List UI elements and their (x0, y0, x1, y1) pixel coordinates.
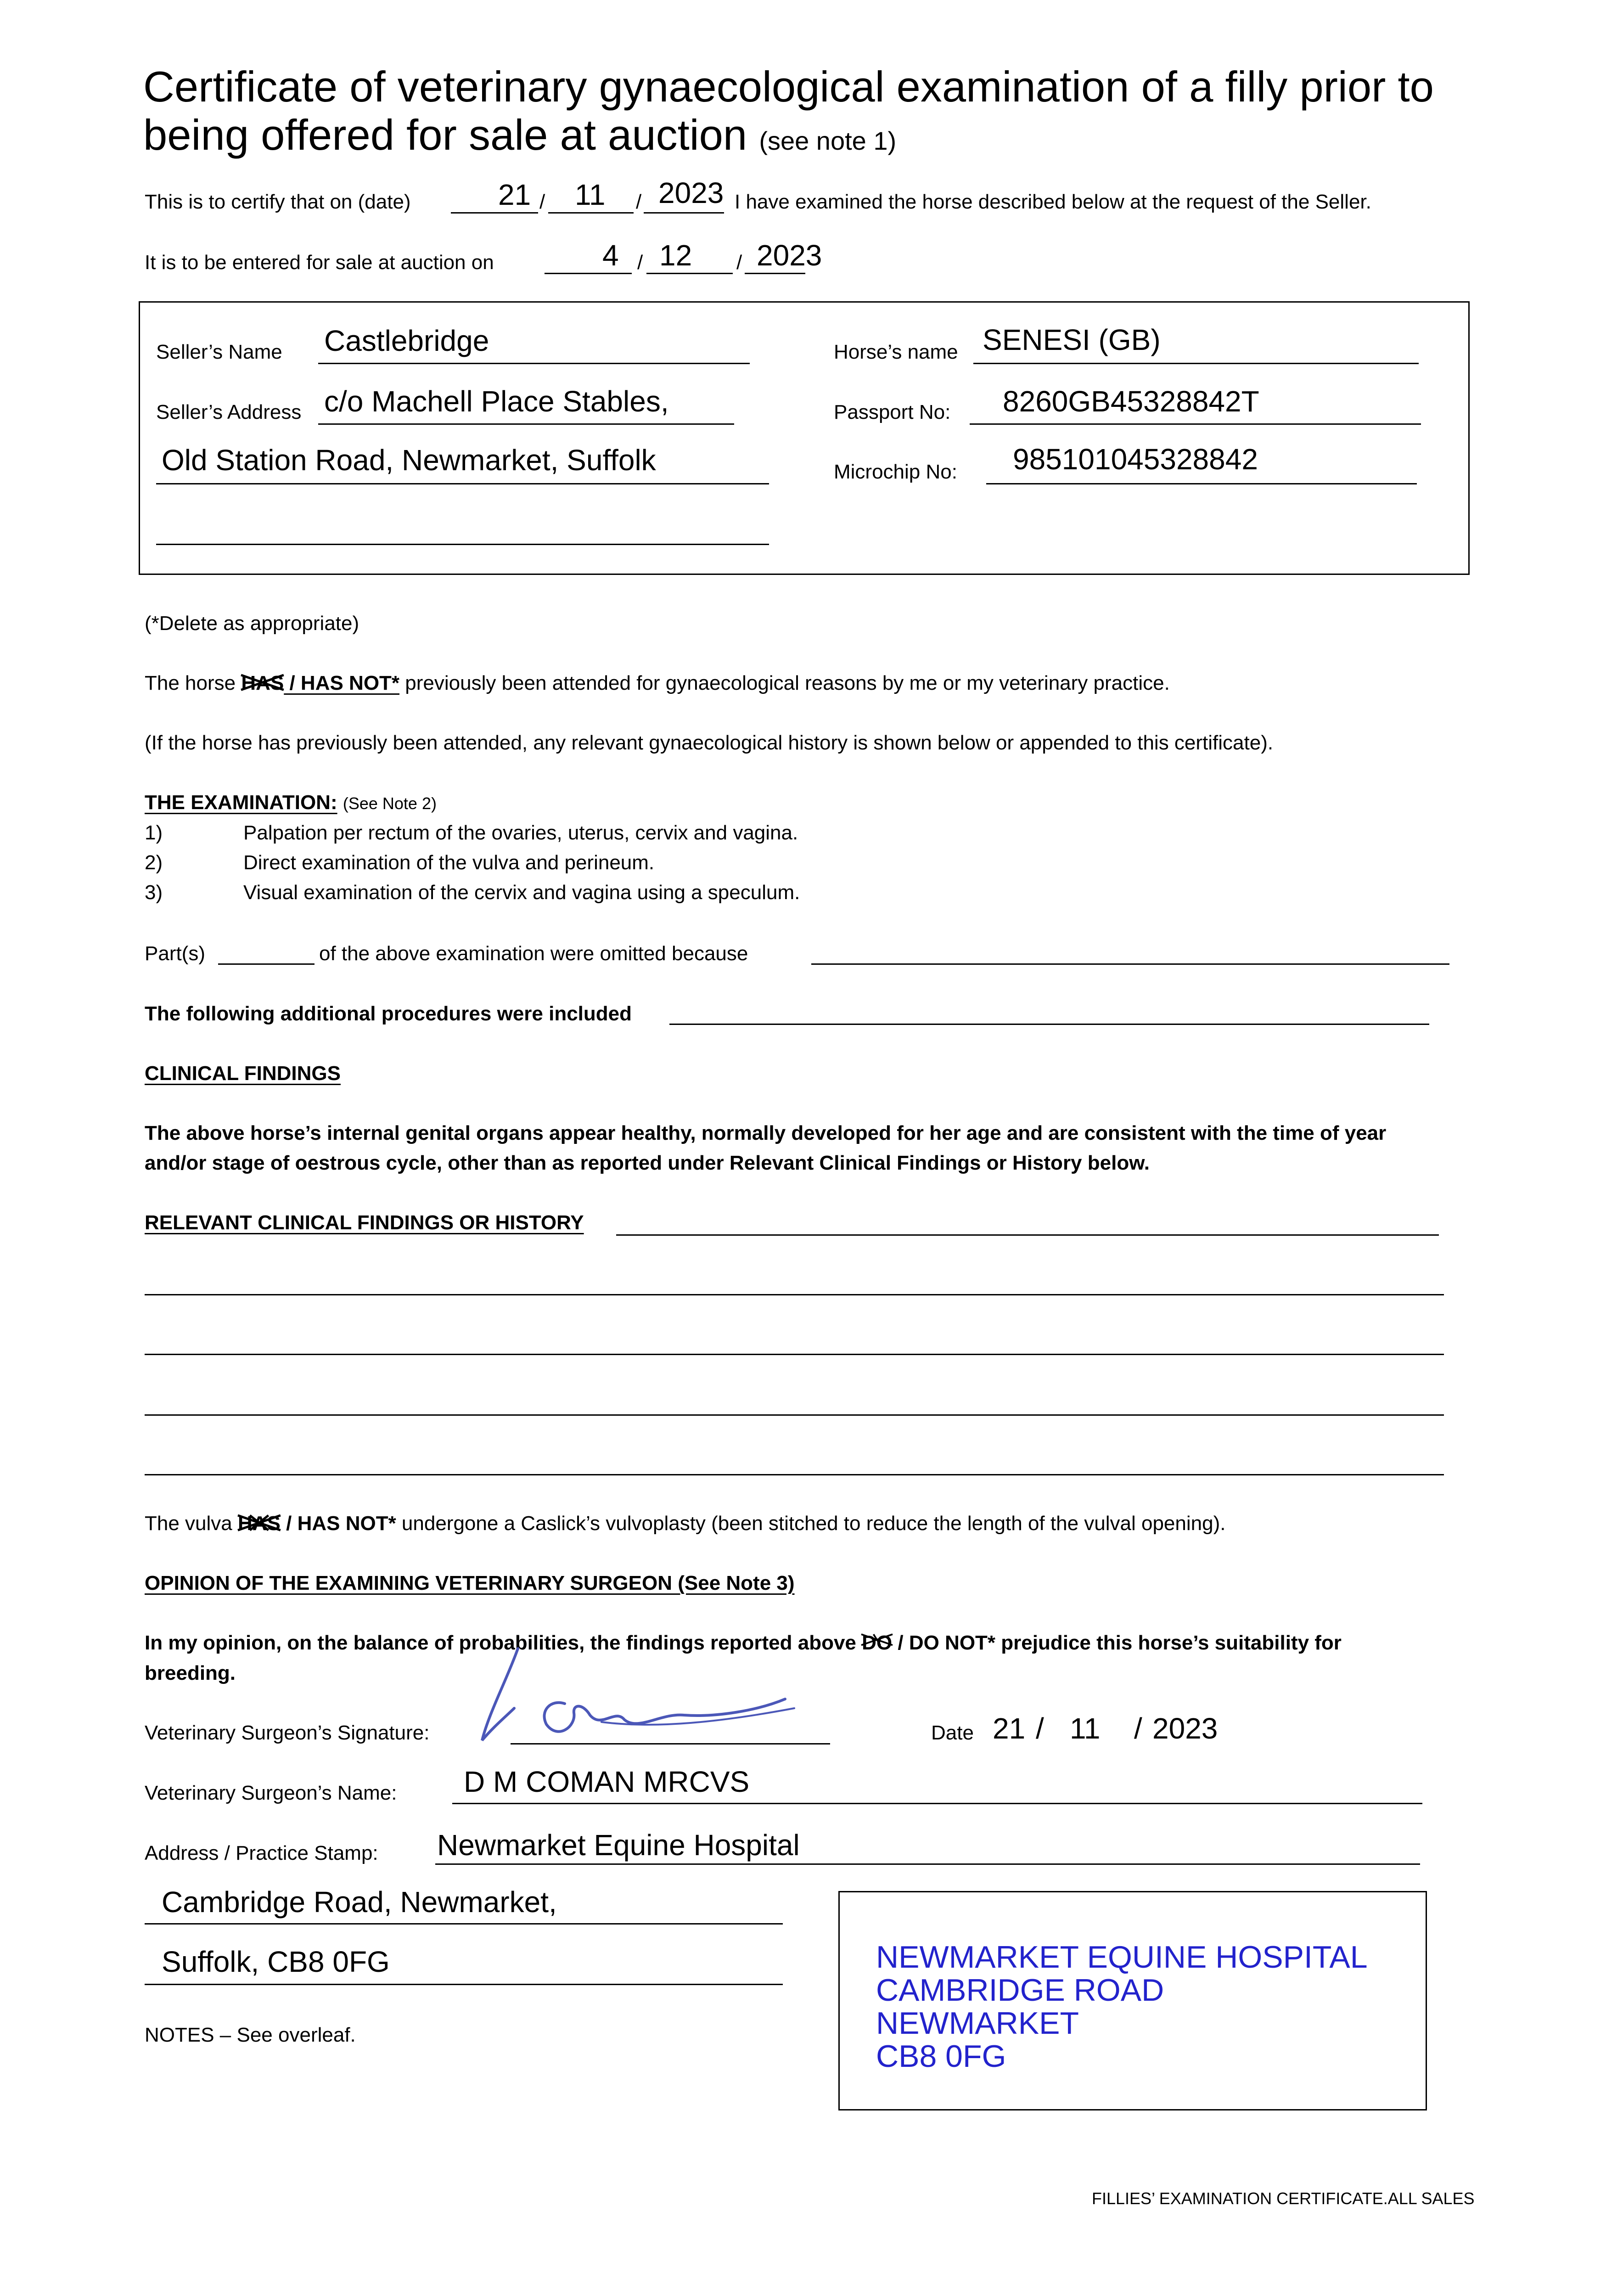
seller-address-label: Seller’s Address (156, 401, 302, 423)
vulva-statement (145, 1514, 1225, 1534)
seller-address-line-1 (318, 423, 734, 425)
address-1: Newmarket Equine Hospital (437, 1829, 800, 1862)
seller-address-2: Old Station Road, Newmarket, Suffolk (162, 444, 656, 477)
certify-year-line (644, 212, 724, 214)
auction-year: 2023 (757, 239, 822, 272)
attended-prefix: The horse (145, 672, 236, 694)
signature-date-slash-2: / (1134, 1712, 1142, 1745)
clinical-heading: CLINICAL FINDINGS (145, 1062, 341, 1085)
relevant-line-4 (145, 1474, 1444, 1475)
examination-heading: THE EXAMINATION: (See Note 2) (145, 791, 437, 814)
auction-slash-2: / (736, 251, 742, 274)
omitted-parts-line (218, 963, 314, 965)
relevant-line-2 (145, 1354, 1444, 1355)
omitted-reason-line (811, 963, 1449, 965)
additional-label: The following additional procedures were included (145, 1002, 632, 1025)
auction-month-line (646, 273, 733, 274)
clinical-statement-1: The above horse’s internal genital organs appear healthy, normally developed for her age and are consistent with the time of year (145, 1122, 1387, 1144)
seller-name-label: Seller’s Name (156, 341, 282, 363)
certify-slash-2: / (636, 191, 642, 213)
horse-name-line (973, 363, 1419, 364)
vulva-prefix: The vulva (145, 1512, 232, 1535)
microchip-label: Microchip No: (834, 461, 957, 483)
signature-label: Veterinary Surgeon’s Signature: (145, 1722, 430, 1744)
certify-day-line (451, 212, 538, 214)
certify-suffix: I have examined the horse described below at the request of the Seller. (735, 191, 1371, 213)
relevant-heading: RELEVANT CLINICAL FINDINGS OR HISTORY (145, 1211, 584, 1234)
signature-date-label: Date (931, 1722, 974, 1744)
opinion-struck-option: DO (862, 1633, 892, 1653)
auction-slash-1: / (637, 251, 643, 274)
relevant-line-1 (145, 1294, 1444, 1295)
footer-text: FILLIES’ EXAMINATION CERTIFICATE.ALL SALES (1092, 2189, 1475, 2208)
signature-date-year: 2023 (1152, 1712, 1218, 1745)
surgeon-name-line (452, 1803, 1422, 1804)
vulva-choice: HAS / HAS NOT* (238, 1512, 396, 1535)
certify-prefix: This is to certify that on (date) (145, 191, 411, 213)
exam-item-3-text: Visual examination of the cervix and vagina using a speculum. (243, 881, 800, 904)
relevant-line-3 (145, 1414, 1444, 1416)
title-main: Certificate of veterinary gynaecological examination of a filly prior to being offered for sale at auction (143, 62, 1434, 159)
signature-date-day: 21 (993, 1712, 1026, 1745)
relevant-line-0 (616, 1234, 1439, 1236)
auction-year-line (745, 273, 805, 274)
exam-item-1-text: Palpation per rectum of the ovaries, uterus, cervix and vagina. (243, 822, 798, 844)
seller-address-line-3 (156, 544, 769, 545)
seller-name-value: Castlebridge (324, 324, 489, 357)
horse-name-value: SENESI (GB) (983, 323, 1161, 356)
passport-label: Passport No: (834, 401, 951, 423)
auction-day-line (545, 273, 632, 274)
seller-address-line-2 (156, 483, 769, 484)
signature-date-month: 11 (1070, 1712, 1101, 1745)
omitted-middle: of the above examination were omitted because (319, 942, 748, 965)
certify-day: 21 (498, 178, 531, 211)
title-note: (see note 1) (759, 126, 897, 156)
seller-address-1: c/o Machell Place Stables, (324, 385, 669, 418)
address-line-1 (435, 1863, 1420, 1865)
history-note: (If the horse has previously been attended, any relevant gynaecological history is shown below or appended to this certificate). (145, 732, 1274, 754)
address-line-2 (145, 1923, 783, 1925)
vulva-struck-option: HAS (238, 1514, 281, 1534)
microchip-line (986, 483, 1417, 484)
attended-struck-option: HAS (241, 673, 284, 693)
certificate-title (143, 62, 1521, 159)
address-line-3 (145, 1984, 783, 1985)
microchip-value: 985101045328842 (1013, 443, 1258, 476)
signature-scribble-icon (464, 1635, 813, 1754)
exam-item-3-num: 3) (145, 881, 163, 904)
surgeon-name-label: Veterinary Surgeon’s Name: (145, 1782, 397, 1804)
stamp-line-3: NEWMARKET (876, 2006, 1079, 2041)
opinion-line-2: breeding. (145, 1662, 236, 1684)
stamp-line-2: CAMBRIDGE ROAD (876, 1973, 1164, 2008)
auction-month: 12 (659, 239, 692, 272)
seller-name-line (318, 363, 750, 364)
notes-text: NOTES – See overleaf. (145, 2024, 356, 2046)
auction-prefix: It is to be entered for sale at auction on (145, 251, 494, 274)
opinion-heading: OPINION OF THE EXAMINING VETERINARY SURGEON (See Note 3) (145, 1572, 795, 1594)
additional-line (669, 1024, 1429, 1025)
address-label: Address / Practice Stamp: (145, 1842, 378, 1864)
exam-item-2-text: Direct examination of the vulva and perineum. (243, 851, 655, 874)
passport-line (970, 423, 1421, 425)
horse-name-label: Horse’s name (834, 341, 958, 363)
stamp-line-1: NEWMARKET EQUINE HOSPITAL (876, 1940, 1368, 1975)
certify-year: 2023 (658, 176, 724, 209)
examination-heading-note: (See Note 2) (343, 794, 437, 813)
passport-value: 8260GB45328842T (1003, 385, 1259, 418)
signature-date-slash-1: / (1036, 1712, 1044, 1745)
exam-item-1-num: 1) (145, 822, 163, 844)
delete-note: (*Delete as appropriate) (145, 612, 359, 635)
attended-choice: HAS / HAS NOT* (241, 672, 399, 694)
address-2: Cambridge Road, Newmarket, (162, 1885, 557, 1919)
surgeon-name-value: D M COMAN MRCVS (464, 1765, 750, 1798)
auction-day: 4 (602, 239, 619, 272)
omitted-prefix: Part(s) (145, 942, 205, 965)
exam-item-2-num: 2) (145, 851, 163, 874)
certify-month: 11 (575, 178, 606, 211)
attended-suffix: previously been attended for gynaecological reasons by me or my veterinary practice. (399, 672, 1170, 694)
attended-statement (145, 673, 1170, 693)
certify-month-line (548, 212, 634, 214)
opinion-line-1: In my opinion, on the balance of probabilities, the findings reported above DO / DO NOT* prejudice this horse’s suitability for (145, 1632, 1342, 1654)
address-3: Suffolk, CB8 0FG (162, 1945, 390, 1978)
stamp-line-4: CB8 0FG (876, 2039, 1006, 2074)
vulva-suffix: undergone a Caslick’s vulvoplasty (been stitched to reduce the length of the vulval opening). (396, 1512, 1226, 1535)
certify-slash-1: / (539, 191, 545, 213)
clinical-statement-2: and/or stage of oestrous cycle, other than as reported under Relevant Clinical Findings or History below. (145, 1152, 1150, 1174)
